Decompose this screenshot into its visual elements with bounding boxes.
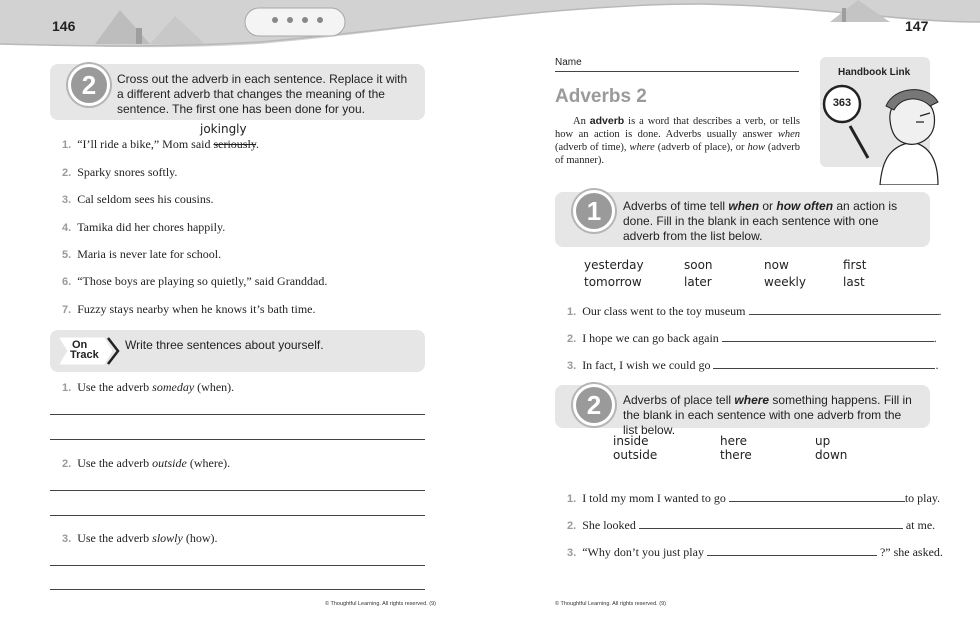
- writing-line[interactable]: [50, 589, 425, 590]
- word-bank-item: tomorrow: [584, 275, 642, 289]
- word-bank-item: down: [815, 448, 848, 462]
- word-bank-item: outside: [613, 448, 658, 462]
- airplane-icon: [245, 8, 345, 36]
- struck-adverb: seriously: [213, 137, 257, 151]
- writing-prompt: 2. Use the adverb outside (where).: [62, 456, 231, 470]
- answer-blank[interactable]: [639, 518, 903, 529]
- word-bank-item: later: [684, 275, 712, 289]
- writing-prompt: 1. Use the adverb someday (when).: [62, 380, 235, 394]
- fill-in-sentence: 3. In fact, I wish we could go .: [567, 358, 939, 372]
- activity-number-badge: 2: [68, 64, 110, 106]
- on-track-logo: On Track: [60, 336, 120, 366]
- writing-line[interactable]: [50, 439, 425, 440]
- word-bank-item: here: [720, 434, 748, 448]
- answer-blank[interactable]: [749, 304, 939, 315]
- word-bank-item: last: [843, 275, 865, 289]
- answer-blank[interactable]: [713, 358, 935, 369]
- writing-line[interactable]: [50, 515, 425, 516]
- sentence-item: 3. Cal seldom sees his cousins.: [62, 192, 214, 206]
- fill-in-sentence: 2. She looked at me.: [567, 518, 936, 532]
- word-bank-item: yesterday: [584, 258, 644, 272]
- adverb-definition: An adverb is a word that describes a verb, or tells how an action is done. Adverbs usually answer when (adverb of time), where (adverb of place), or how (adverb of manner).: [555, 115, 800, 166]
- copyright-footer: © Thoughtful Learning. All rights reserved. (9): [325, 601, 436, 607]
- copyright-footer: © Thoughtful Learning. All rights reserved. (9): [555, 601, 666, 607]
- word-bank-item: first: [843, 258, 867, 272]
- fill-in-sentence: 1. Our class went to the toy museum .: [567, 304, 942, 318]
- page-number-right: 147: [905, 18, 929, 34]
- example-sentence: 1. “I’ll ride a bike,” Mom said seriously.: [62, 137, 260, 151]
- answer-blank[interactable]: [722, 331, 934, 342]
- page-title: Adverbs 2: [555, 86, 647, 107]
- name-field[interactable]: [555, 71, 799, 72]
- detective-illustration: [820, 80, 940, 185]
- writing-line[interactable]: [50, 490, 425, 491]
- activity2-instructions: Cross out the adverb in each sentence. Replace it with a different adverb that changes the meaning of the sentence. The first one has been done for you.: [117, 72, 408, 116]
- sentence-item: 7. Fuzzy stays nearby when he knows it’s bath time.: [62, 302, 316, 316]
- sentence-item: 6. “Those boys are playing so quietly,” said Granddad.: [62, 274, 328, 288]
- word-bank-item: there: [720, 448, 752, 462]
- answer-blank[interactable]: [729, 491, 905, 502]
- writing-prompt: 3. Use the adverb slowly (how).: [62, 531, 218, 545]
- on-track-instruction: Write three sentences about yourself.: [125, 338, 324, 352]
- activity1-instructions: Adverbs of time tell when or how often an action is done. Fill in the blank in each sentence with one adverb from the list below.: [623, 199, 898, 243]
- writing-line[interactable]: [50, 565, 425, 566]
- activity-number-badge: 2: [573, 384, 615, 426]
- sentence-item: 2. Sparky snores softly.: [62, 165, 178, 179]
- fill-in-sentence: 3. “Why don’t you just play ?” she asked.: [567, 545, 943, 559]
- handbook-link-label: Handbook Link: [838, 67, 911, 78]
- word-bank-item: now: [764, 258, 789, 272]
- page-number-left: 146: [52, 18, 76, 34]
- word-bank-item: inside: [613, 434, 649, 448]
- activity-number-badge: 1: [573, 190, 615, 232]
- writing-line[interactable]: [50, 414, 425, 415]
- sentence-item: 4. Tamika did her chores happily.: [62, 220, 226, 234]
- fill-in-sentence: 1. I told my mom I wanted to go to play.: [567, 491, 941, 505]
- word-bank-item: soon: [684, 258, 713, 272]
- word-bank-item: weekly: [764, 275, 806, 289]
- word-bank-item: up: [815, 434, 831, 448]
- sentence-item: 5. Maria is never late for school.: [62, 247, 222, 261]
- fill-in-sentence: 2. I hope we can go back again .: [567, 331, 937, 345]
- handwritten-replacement: jokingly: [200, 122, 247, 136]
- activity2-place-instructions: Adverbs of place tell where something happens. Fill in the blank in each sentence with one adverb from the list below.: [623, 393, 912, 437]
- name-label: Name: [555, 57, 582, 68]
- handbook-page-number: 363: [832, 97, 852, 109]
- header-banner-illustration: [0, 0, 980, 48]
- answer-blank[interactable]: [707, 545, 877, 556]
